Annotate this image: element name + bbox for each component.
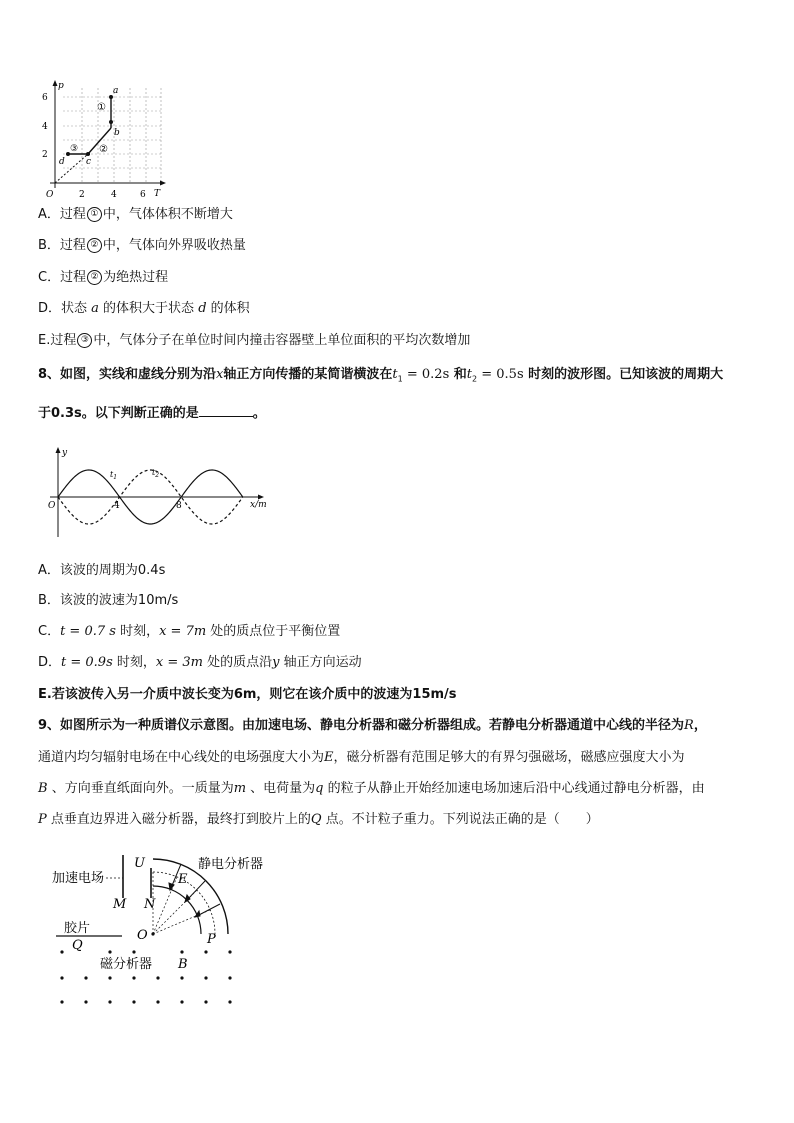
option-prefix: D．状态 <box>38 301 92 316</box>
process-1-label: ① <box>97 102 106 113</box>
label-e: E <box>178 872 188 887</box>
mass-spectrometer-diagram <box>50 850 290 1012</box>
point-b-label: b <box>114 128 120 138</box>
y-var: y <box>272 655 280 670</box>
field-dot <box>60 1000 63 1003</box>
y-axis-label: y <box>62 448 68 458</box>
x-tick-4: 4 <box>111 190 117 200</box>
q7-option-c[interactable] <box>38 269 168 287</box>
field-dot <box>132 950 135 953</box>
electrostatic-analyzer-label: 静电分析器 <box>198 857 264 872</box>
x-tick-8: 8 <box>176 501 182 511</box>
answer-blank[interactable] <box>199 404 253 417</box>
x-axis-label: x/m <box>250 500 267 510</box>
q8-option-d[interactable] <box>38 654 362 672</box>
field-dot <box>204 1000 207 1003</box>
label-n: N <box>144 897 156 912</box>
field-dot <box>156 976 159 979</box>
label-p: P <box>207 932 216 947</box>
film-label: 胶片 <box>64 921 91 936</box>
field-dot <box>84 976 87 979</box>
option-text: 中，气体向外界吸收热量 <box>102 238 246 253</box>
time-expr: t = 0.7 s <box>60 624 116 639</box>
q8-option-a[interactable] <box>38 562 165 580</box>
accel-field-label: 加速电场 <box>52 871 105 886</box>
option-prefix: A．过程 <box>38 207 86 222</box>
field-dot <box>108 950 111 953</box>
q9-stem-line1: 9、如图所示为一种质谱仪示意图。由加速电场、静电分析器和磁分析器组成。若静电分析器通道中心线的半径为R， <box>38 718 707 733</box>
field-dot <box>180 976 183 979</box>
option-text: 的体积大于状态 <box>98 301 199 316</box>
x-tick-2: 2 <box>79 190 85 200</box>
x-tick-4: 4 <box>114 501 120 511</box>
process-2-label: ② <box>99 144 108 155</box>
label-q: Q <box>72 938 83 953</box>
field-dot <box>228 976 231 979</box>
option-text: 轴正方向运动 <box>279 655 362 670</box>
process-number: ② <box>87 270 102 285</box>
process-number: ① <box>87 207 102 222</box>
time-expr: t = 0.9s <box>61 655 113 670</box>
option-text: 时刻， <box>115 624 160 639</box>
q9-stem-line3: B 、方向垂直纸面向外。一质量为m 、电荷量为q 的粒子从静止开始经加速电场加速后沿中心线通过静电分析器，由 <box>38 781 705 796</box>
position-expr: x = 3m <box>155 655 203 670</box>
option-prefix: E.过程 <box>38 333 77 348</box>
field-dot <box>204 950 207 953</box>
state-d: d <box>198 301 207 316</box>
option-text: A．该波的周期为0.4s <box>38 563 166 578</box>
x-tick-6: 6 <box>140 190 146 200</box>
q9-stem-line2: 通道内均匀辐射电场在中心线处的电场强度大小为E，磁分析器有范围足够大的有界匀强磁场，磁感应强度大小为 <box>38 750 685 765</box>
option-prefix: C． <box>38 624 61 639</box>
option-text: 中，气体分子在单位时间内撞击容器壁上单位面积的平均次数增加 <box>93 333 471 348</box>
point-a-label: a <box>113 86 119 96</box>
field-dot <box>108 976 111 979</box>
label-m: M <box>113 897 127 912</box>
origin-label: O <box>48 501 56 511</box>
process-number: ③ <box>77 333 92 348</box>
wave-diagram <box>40 445 275 540</box>
option-text: B．该波的波速为10m/s <box>38 593 179 608</box>
q8-option-b[interactable] <box>38 592 178 610</box>
option-text: E.若该波传入另一介质中波长变为6m，则它在该介质中的波速为15m/s <box>38 687 457 702</box>
q8-stem-line1: 8、如图，实线和虚线分别为沿x轴正方向传播的某简谐横波在$t_1 = 0.2s$ 和$t_2 = 0.5s$ 时刻的波形图。已知该波的周期大 <box>38 367 724 384</box>
process-number: ② <box>87 238 102 253</box>
label-u: U <box>134 856 145 871</box>
label-o: O <box>137 928 148 943</box>
p-axis-label: p <box>58 81 64 91</box>
magnetic-analyzer-label: 磁分析器 <box>100 957 153 972</box>
field-dot <box>84 1000 87 1003</box>
t1-label: $t_1$ <box>110 470 118 481</box>
field-dot <box>204 976 207 979</box>
option-text: 为绝热过程 <box>103 270 169 285</box>
position-expr: x = 7m <box>159 624 207 639</box>
field-dot <box>132 976 135 979</box>
field-dot <box>60 950 63 953</box>
t-axis-label: T <box>154 189 161 199</box>
y-tick-6: 6 <box>42 93 48 103</box>
field-dot <box>108 1000 111 1003</box>
q8-option-e[interactable] <box>38 686 457 704</box>
q8-stem-line2: 于0.3s。以下判断正确的是 。 <box>38 406 266 421</box>
option-prefix: D． <box>38 655 62 670</box>
field-dot <box>228 1000 231 1003</box>
q7-option-a[interactable] <box>38 206 233 224</box>
q7-option-b[interactable] <box>38 237 246 255</box>
option-text: 处的质点位于平衡位置 <box>206 624 341 639</box>
q8-option-c[interactable] <box>38 623 340 641</box>
y-tick-2: 2 <box>42 150 48 160</box>
point-d-label: d <box>59 157 65 167</box>
q9-stem-line4: P 点垂直边界进入磁分析器，最终打到胶片上的Q 点。不计粒子重力。下列说法正确的是（ ） <box>38 812 599 827</box>
option-prefix: B．过程 <box>38 238 86 253</box>
q7-option-e[interactable] <box>38 332 470 350</box>
option-text: 处的质点沿 <box>202 655 273 670</box>
field-dot <box>60 976 63 979</box>
label-b: B <box>178 957 188 972</box>
field-dot <box>156 1000 159 1003</box>
t2-label: $t_2$ <box>152 468 160 479</box>
option-prefix: C．过程 <box>38 270 87 285</box>
field-dot <box>228 950 231 953</box>
option-text: 中，气体体积不断增大 <box>102 207 233 222</box>
option-text: 时刻， <box>112 655 156 670</box>
option-text: 的体积 <box>206 301 250 316</box>
process-3-label: ③ <box>70 144 79 154</box>
y-tick-4: 4 <box>42 122 48 132</box>
pt-diagram <box>40 78 168 200</box>
field-dot <box>180 950 183 953</box>
q7-option-d[interactable] <box>38 300 250 318</box>
state-a: a <box>91 301 99 316</box>
field-dot <box>132 1000 135 1003</box>
field-dot <box>180 1000 183 1003</box>
point-c-label: c <box>86 157 92 167</box>
origin-label: O <box>46 190 54 200</box>
